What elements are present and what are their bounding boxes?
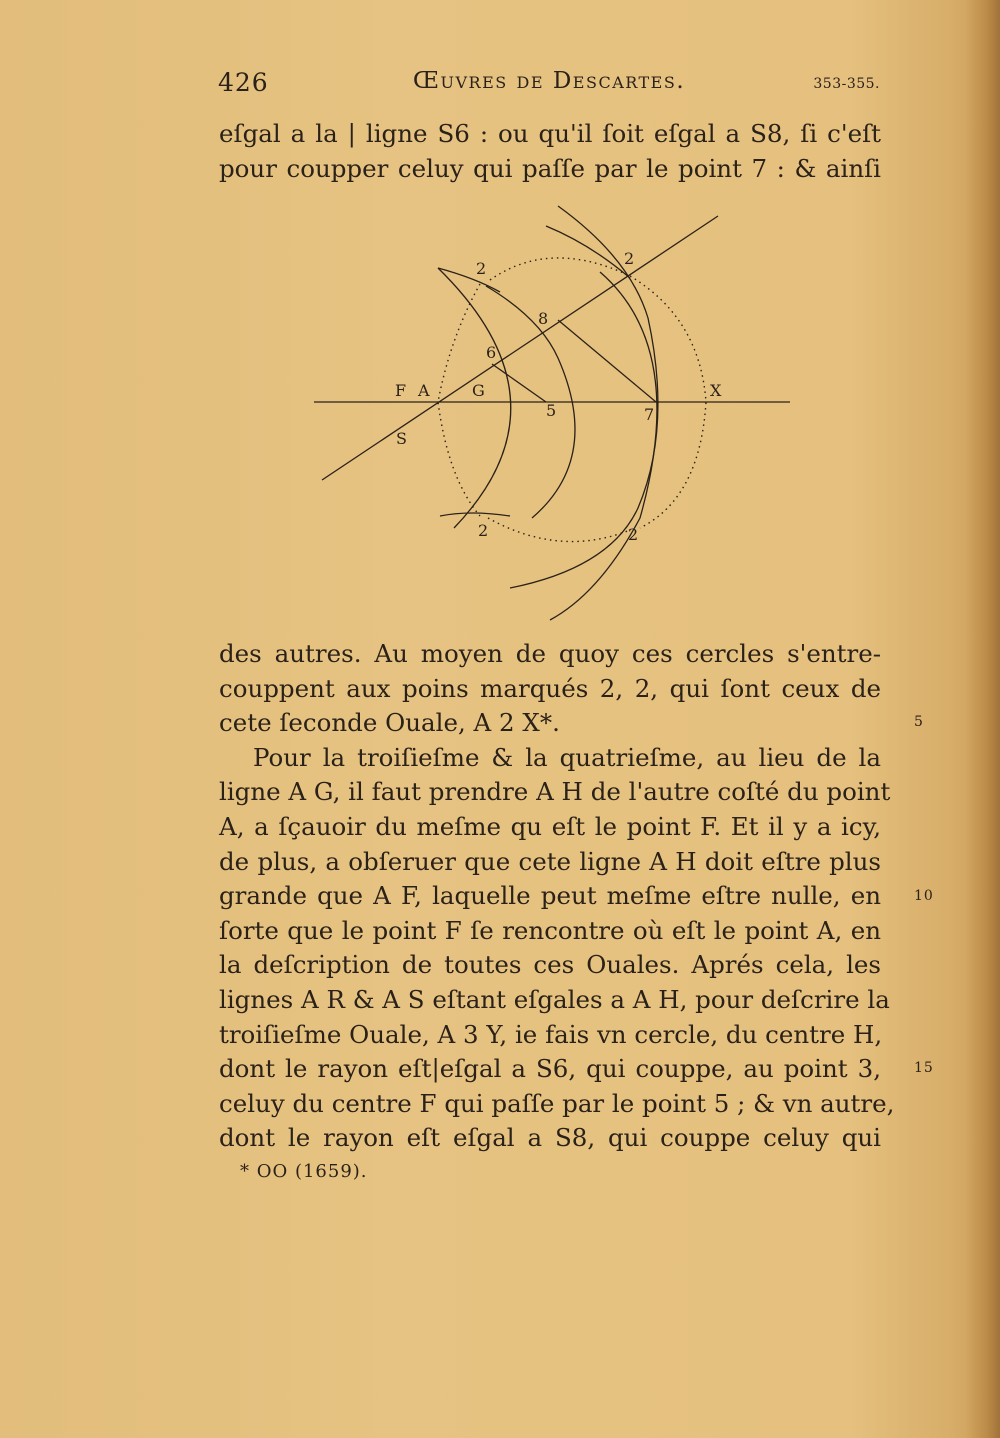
running-header xyxy=(218,68,880,102)
page-reference: 353-355. xyxy=(813,76,880,92)
text-line: ſorte que le point F ſe rencontre où eſt le point A, en xyxy=(219,915,881,945)
text-line: celuy du centre F qui paſſe par le point 5 ; & vn autre, xyxy=(219,1088,895,1118)
label-2-top-right: 2 xyxy=(624,249,635,268)
label-2-bottom-right: 2 xyxy=(628,525,639,544)
arc-tick-topright xyxy=(546,226,630,278)
oval-construction-figure xyxy=(300,198,800,638)
label-X: X xyxy=(710,381,722,400)
dotted-oval-bottom xyxy=(488,518,630,542)
line-eight-seven xyxy=(558,320,656,402)
margin-line-number-5: 5 xyxy=(914,714,924,730)
margin-line-number-10: 10 xyxy=(914,888,934,904)
text-line: Pour la troiſieſme & la quatrieſme, au lieu de la xyxy=(253,742,881,772)
text-line: cete ſeconde Ouale, A 2 X*. xyxy=(219,708,560,738)
label-S: S xyxy=(396,429,407,448)
line-six-five xyxy=(492,364,546,402)
label-7: 7 xyxy=(644,405,655,424)
text-line: ligne A G, il faut prendre A H de l'autre coſté du point xyxy=(219,777,891,807)
text-line: lignes A R & A S eſtant eſgales a A H, pour deſcrire la xyxy=(219,984,890,1014)
dotted-oval-left xyxy=(438,284,480,516)
text-line: A, a ſçauoir du meſme qu eſt le point F. Et il y a icy, xyxy=(219,811,881,841)
oval-diagram xyxy=(300,198,800,638)
label-G: G xyxy=(472,381,485,400)
label-2-bottom-left: 2 xyxy=(478,521,489,540)
text-line: de plus, a obſeruer que cete ligne A H doit eſtre plus xyxy=(219,846,881,876)
label-A: A xyxy=(418,381,430,400)
text-line: grande que A F, laquelle peut meſme eſtre nulle, en xyxy=(219,881,881,911)
text-line: dont le rayon eſt eſgal a S8, qui couppe celuy qui xyxy=(219,1123,881,1153)
label-2-top-left: 2 xyxy=(476,259,487,278)
text-line: couppent aux poins marqués 2, 2, qui ſont ceux de xyxy=(219,673,881,703)
label-F: F xyxy=(395,381,407,400)
page-edge-shadow xyxy=(966,0,1000,1438)
arc-seven xyxy=(550,272,657,620)
text-block-top xyxy=(219,117,881,186)
text-line: troiſieſme Ouale, A 3 Y, ie fais vn cercle, du centre H, xyxy=(219,1019,883,1049)
text-line: dont le rayon eſt|eſgal a S6, qui couppe, au point 3, xyxy=(219,1054,881,1084)
arc-tick-bottomleft xyxy=(440,513,510,516)
page-number: 426 xyxy=(218,68,269,97)
text-line: pour coupper celuy qui paſſe par le point 7 : & ainſi xyxy=(219,153,881,183)
label-6: 6 xyxy=(486,343,497,362)
diagonal-line xyxy=(322,216,718,480)
label-5: 5 xyxy=(546,401,557,420)
text-line: eſgal a la | ligne S6 : ou qu'il ſoit eſgal a S8, ſi c'eſt xyxy=(219,119,881,148)
text-line: la deſcription de toutes ces Ouales. Aprés cela, les xyxy=(219,950,881,980)
text-block-bottom xyxy=(219,637,895,1156)
margin-line-number-15: 15 xyxy=(914,1060,934,1076)
label-8: 8 xyxy=(538,309,549,328)
text-line: des autres. Au moyen de quoy ces cercles s'entre- xyxy=(219,639,881,668)
footnote: * OO (1659). xyxy=(240,1161,368,1182)
running-title: Œuvres de Descartes. xyxy=(412,68,686,94)
